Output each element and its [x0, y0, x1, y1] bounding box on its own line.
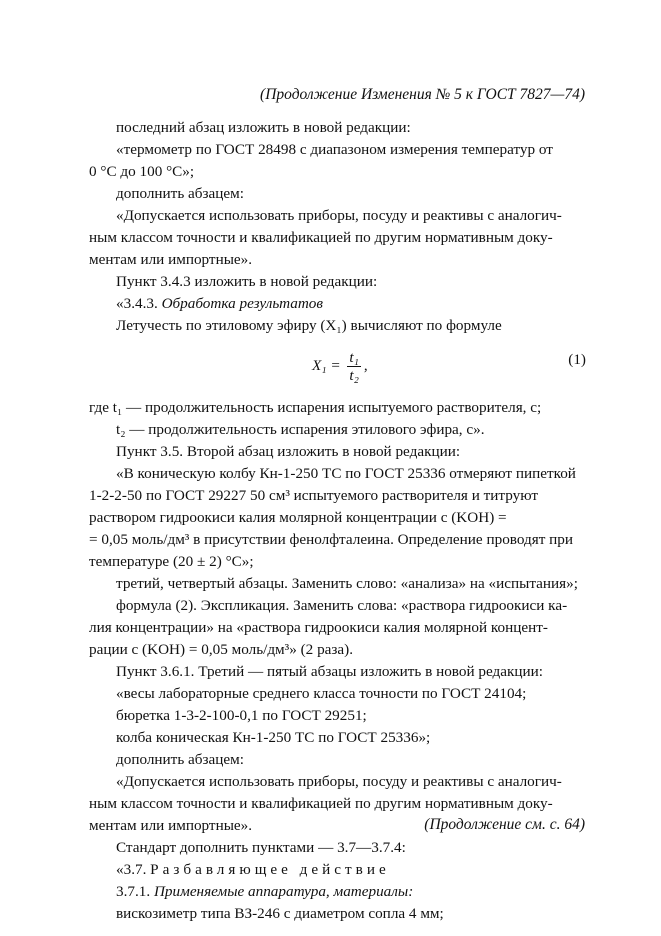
text-line: дополнить абзацем: — [116, 185, 244, 202]
formula-number: (1) — [568, 351, 586, 368]
text-line: Стандарт дополнить пунктами — 3.7—3.7.4: — [116, 839, 406, 856]
formula-block — [89, 337, 586, 397]
text-line: Пункт 3.4.3 изложить в новой редакции: — [116, 273, 378, 290]
formula-numerator: t₁ — [349, 349, 359, 366]
text-line: бюретка 1-3-2-100-0,1 по ГОСТ 29251; — [116, 707, 367, 724]
running-header: (Продолжение Изменения № 5 к ГОСТ 7827—74) — [260, 86, 585, 103]
text-line: ным классом точности и квалификацией по другим нормативным доку- — [89, 795, 553, 812]
section-number: «3.7. — [116, 861, 147, 878]
text-line: t₂ — продолжительность испарения этилового эфира, с». — [116, 421, 485, 438]
text-line: Летучесть по этиловому эфиру (X₁) вычисляют по формуле — [116, 317, 502, 334]
text-line: «В коническую колбу Кн-1-250 ТС по ГОСТ 25336 отмеряют пипеткой — [116, 465, 576, 482]
text-line: = 0,05 моль/дм³ в присутствии фенолфталеина. Определение проводят при — [89, 531, 574, 548]
text-line: вискозиметр типа ВЗ-246 с диаметром сопла 4 мм; — [116, 905, 444, 922]
text-line: формула (2). Экспликация. Заменить слова: «раствора гидроокиси ка- — [116, 597, 568, 614]
text-line: колба коническая Кн-1-250 ТС по ГОСТ 25336»; — [116, 729, 431, 746]
section-heading — [89, 859, 586, 881]
text-line: «весы лабораторные среднего класса точности по ГОСТ 24104; — [116, 685, 527, 702]
section-title: Разбавляющее действие — [150, 861, 390, 878]
section-heading — [89, 881, 586, 903]
formula-tail: , — [363, 356, 368, 374]
section-number: 3.7.1. — [116, 883, 151, 900]
formula — [312, 349, 368, 384]
text-line: «Допускается использовать приборы, посуду и реактивы с аналогич- — [116, 207, 562, 224]
text-line: 0 °С до 100 °С»; — [89, 163, 195, 180]
text-line: дополнить абзацем: — [116, 751, 244, 768]
text-line: ным классом точности и квалификацией по другим нормативным доку- — [89, 229, 553, 246]
text-line: «термометр по ГОСТ 28498 с диапазоном измерения температур от — [116, 141, 553, 158]
text-line: последний абзац изложить в новой редакции: — [116, 119, 411, 136]
text-line: третий, четвертый абзацы. Заменить слово: «анализа» на «испытания»; — [116, 575, 578, 592]
formula-fraction — [347, 349, 361, 384]
formula-lhs: X₁ = — [312, 356, 341, 374]
text-line: температуре (20 ± 2) °С»; — [89, 553, 254, 570]
text-line: 1-2-2-50 по ГОСТ 29227 50 см³ испытуемого растворителя и титруют — [89, 487, 539, 504]
text-line: лия концентрации» на «раствора гидроокиси калия молярной концент- — [89, 619, 548, 636]
text-line: ментам или импортные». — [89, 817, 253, 834]
section-heading — [89, 293, 586, 315]
text-line: Пункт 3.5. Второй абзац изложить в новой редакции: — [116, 443, 461, 460]
text-line: «Допускается использовать приборы, посуду и реактивы с аналогич- — [116, 773, 562, 790]
continuation-note: (Продолжение см. с. 64) — [424, 816, 585, 833]
text-line: раствором гидроокиси калия молярной концентрации c (KOH) = — [89, 509, 507, 526]
formula-denominator: t₂ — [349, 367, 359, 384]
document-body — [89, 117, 586, 925]
section-title: Применяемые аппаратура, материалы: — [153, 883, 414, 900]
section-number: «3.4.3. — [116, 295, 158, 312]
text-line: где t₁ — продолжительность испарения испытуемого растворителя, с; — [89, 399, 542, 416]
text-line: Пункт 3.6.1. Третий — пятый абзацы изложить в новой редакции: — [116, 663, 543, 680]
text-line: рации c (KOH) = 0,05 моль/дм³» (2 раза). — [89, 641, 353, 658]
section-title: Обработка результатов — [161, 295, 323, 312]
text-line: ментам или импортные». — [89, 251, 253, 268]
